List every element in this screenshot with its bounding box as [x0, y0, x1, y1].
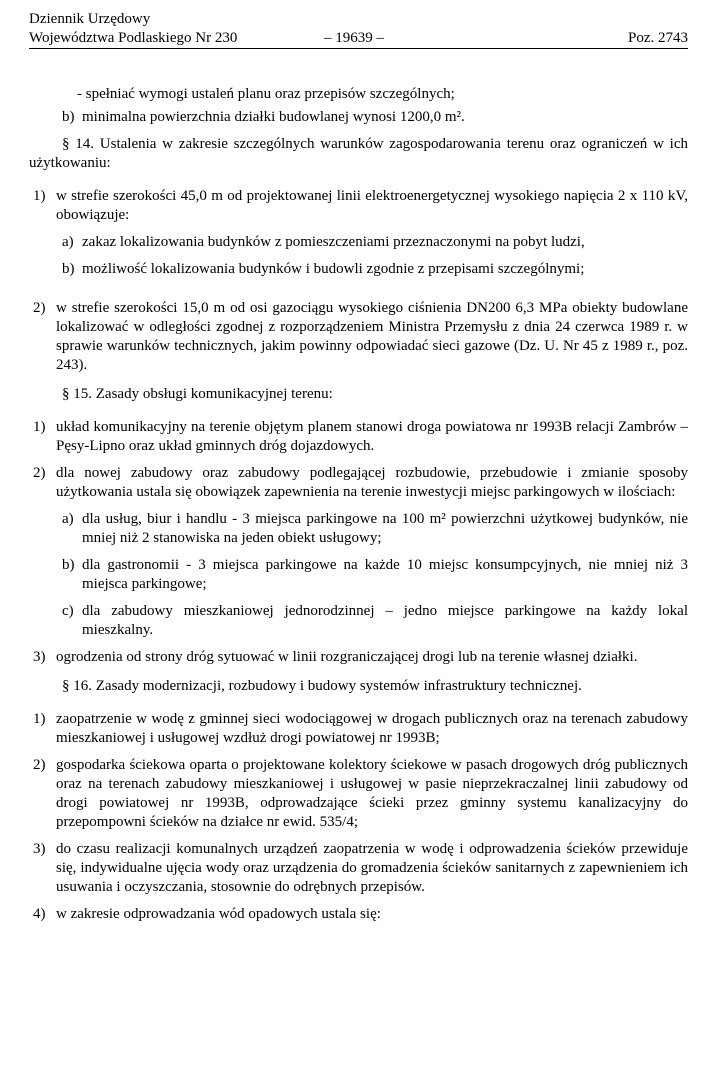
- item-text: dla gastronomii - 3 miejsca parkingowe na każde 10 miejsc konsumpcyjnych, nie mniej niż 3 miejsca parkingowe;: [82, 557, 688, 592]
- header-divider: [29, 48, 688, 49]
- list-item: [29, 840, 688, 897]
- sub-list-item: [29, 233, 688, 252]
- item-text: w strefie szerokości 45,0 m od projektowanej linii elektroenergetycznej wysokiego napięcia 2 x 110 kV, obowiązuje:: [56, 188, 688, 223]
- section-14-title: § 14. Ustalenia w zakresie szczególnych warunków zagospodarowania terenu oraz ograniczeń w ich użytkowaniu:: [29, 136, 688, 171]
- position-number: Poz. 2743: [628, 30, 688, 46]
- item-label: 2): [33, 300, 46, 316]
- list-item: [29, 187, 688, 225]
- item-label: b): [62, 261, 75, 277]
- list-item: [29, 905, 688, 924]
- item-text: gospodarka ściekowa oparta o projektowane kolektory ściekowe w pasach drogowych dróg publicznych oraz na terenach zabudowy mieszkaniowej i usługowej w pasie nieprzekraczalnej linii zabudowy od drogi powiatowej nr 1993B, odprowadzające ścieki przez gminny systemu kanalizacyjny do przepompowni ścieków na działce nr ewid. 535/4;: [56, 757, 688, 830]
- journal-title: Dziennik Urzędowy: [29, 11, 151, 27]
- sub-list-item: [29, 510, 688, 548]
- sub-list-item: [29, 556, 688, 594]
- item-label: 2): [33, 465, 46, 481]
- item-label: 3): [33, 841, 46, 857]
- item-label: 4): [33, 906, 46, 922]
- item-label: b): [62, 557, 75, 573]
- item-label: 1): [33, 188, 46, 204]
- sub-list-item: [29, 260, 688, 279]
- list-item: [29, 756, 688, 832]
- list-item: [29, 710, 688, 748]
- item-label: 1): [33, 419, 46, 435]
- page-number: – 19639 –: [324, 30, 384, 46]
- item-text: w zakresie odprowadzania wód opadowych ustala się:: [56, 906, 381, 922]
- list-item: [29, 418, 688, 456]
- item-text: w strefie szerokości 15,0 m od osi gazociągu wysokiego ciśnienia DN200 6,3 MPa obiekty budowlane lokalizować w odległości zgodnej z rozporządzeniem Ministra Przemysłu z dnia 24 czerwca 1989 r. w sprawie warunków technicznych, jakim powinny odpowiadać sieci gazowe (Dz. U. Nr 45 z 1989 r., poz. 243).: [56, 300, 688, 373]
- item-text: zakaz lokalizowania budynków z pomieszczeniami przeznaczonymi na pobyt ludzi,: [82, 234, 585, 250]
- item-text: dla nowej zabudowy oraz zabudowy podlegającej rozbudowie, przebudowie i zmianie sposoby użytkowania ustala się obowiązek zapewnienia na terenie inwestycji miejsc parkingowych w ilościach:: [56, 465, 688, 500]
- journal-voivodeship: Województwa Podlaskiego Nr 230: [29, 30, 238, 46]
- list-item: [29, 648, 688, 667]
- item-text: dla zabudowy mieszkaniowej jednorodzinnej – jedno miejsce parkingowe na każdy lokal mieszkalny.: [82, 603, 688, 638]
- page-header: [29, 10, 688, 48]
- item-label: b): [62, 109, 75, 125]
- item-text: minimalna powierzchnia działki budowlanej wynosi 1200,0 m².: [82, 109, 465, 125]
- list-item: [29, 108, 688, 127]
- item-label: 1): [33, 711, 46, 727]
- list-item: [29, 464, 688, 502]
- item-text: możliwość lokalizowania budynków i budowli zgodnie z przepisami szczególnymi;: [82, 261, 585, 277]
- item-text: do czasu realizacji komunalnych urządzeń zaopatrzenia w wodę i odprowadzenia ścieków przewiduje się, indywidualne ujęcia wody oraz urządzenia do gromadzenia ścieków sanitarnych z zapewnieniem ich usuwania i oczyszczania, stosownie do odrębnych przepisów.: [56, 841, 688, 895]
- list-item: [29, 299, 688, 375]
- item-text: ogrodzenia od strony dróg sytuować w linii rozgraniczającej drogi lub na terenie własnej działki.: [56, 649, 638, 665]
- dash-item: - spełniać wymogi ustaleń planu oraz przepisów szczególnych;: [77, 86, 455, 102]
- section-16-title: § 16. Zasady modernizacji, rozbudowy i budowy systemów infrastruktury technicznej.: [62, 678, 582, 694]
- sub-list-item: [29, 602, 688, 640]
- item-label: 2): [33, 757, 46, 773]
- item-text: dla usług, biur i handlu - 3 miejsca parkingowe na 100 m² powierzchni użytkowej budynków, nie mniej niż 2 stanowiska na jeden obiekt usługowy;: [82, 511, 688, 546]
- item-label: a): [62, 511, 74, 527]
- item-label: a): [62, 234, 74, 250]
- item-text: zaopatrzenie w wodę z gminnej sieci wodociągowej w drogach publicznych oraz na terenach zabudowy mieszkaniowej i usługowej wzdłuż drogi powiatowej nr 1993B;: [56, 711, 688, 746]
- item-label: c): [62, 603, 74, 619]
- header-second-line: [29, 29, 688, 48]
- section-15-title: § 15. Zasady obsługi komunikacyjnej terenu:: [62, 386, 333, 402]
- item-label: 3): [33, 649, 46, 665]
- document-body: [29, 85, 688, 924]
- item-text: układ komunikacyjny na terenie objętym planem stanowi droga powiatowa nr 1993B relacji Zambrów – Pęsy-Lipno oraz układ gminnych dróg dojazdowych.: [56, 419, 688, 454]
